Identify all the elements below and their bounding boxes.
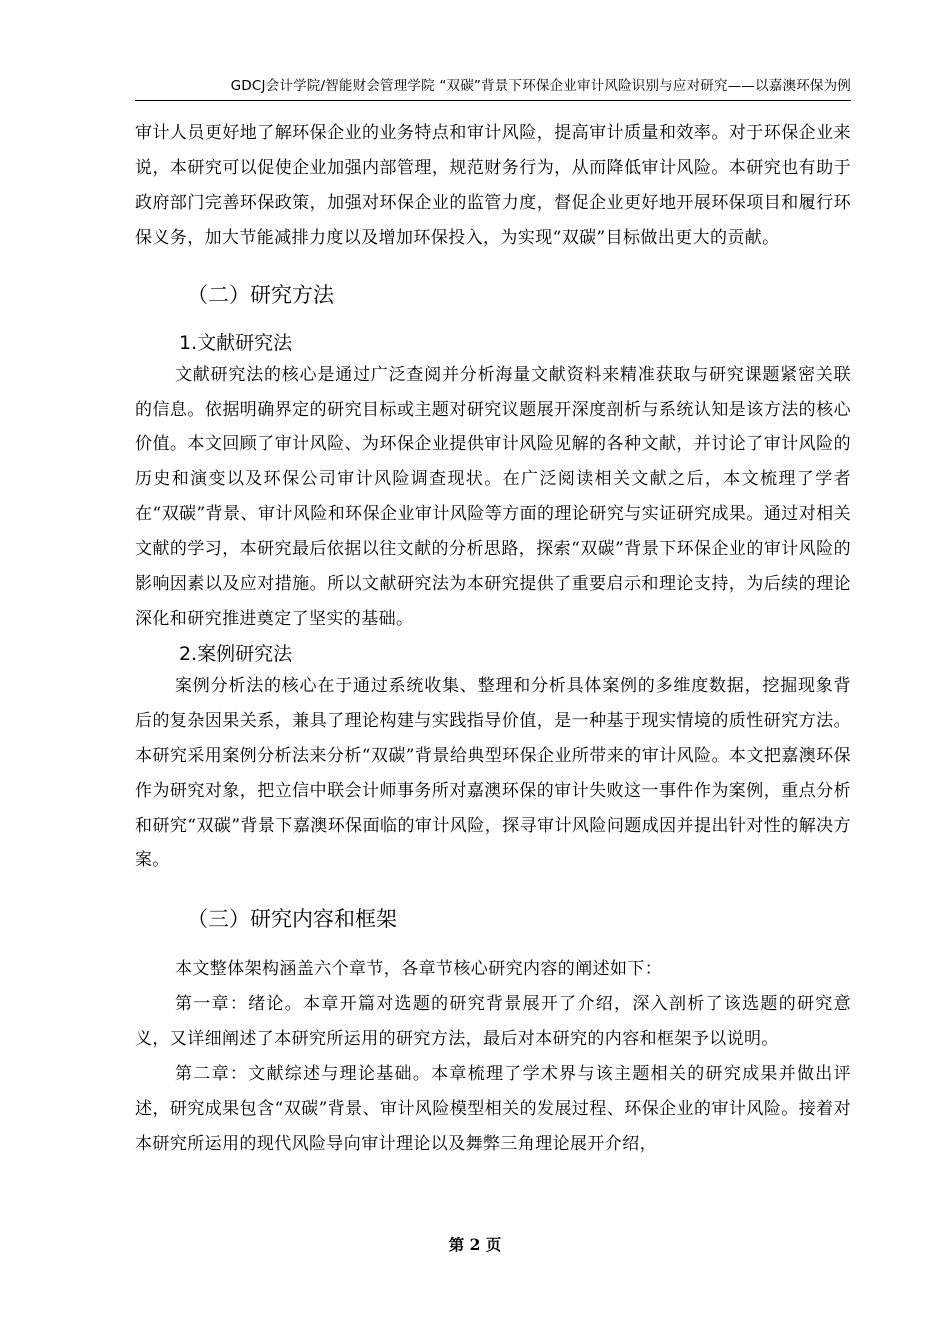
subheading-case-method: 2.案例研究法 xyxy=(179,642,293,665)
section-heading-research-methods: （二）研究方法 xyxy=(187,282,334,307)
literature-method-paragraph: 文献研究法的核心是通过广泛查阅并分析海量文献资料来精准获取与研究课题紧密关联的信息。依据明确界定的研究目标或主题对研究议题展开深度剖析与系统认知是该方法的核心价值。本文回顾了审计风险、为环保企业提供审计风险见解的各种文献，并讨论了审计风险的历史和演变以及环保公司审计风险调查现状。在广泛阅读相关文献之后，本文梳理了学者在“双碳”背景、审计风险和环保企业审计风险等方面的理论研究与实证研究成果。通过对相关文献的学习，本研究最后依据以往文献的分析思路，探索“双碳”背景下环保企业的审计风险的影响因素以及应对措施。所以文献研究法为本研究提供了重要启示和理论支持，为后续的理论深化和研究推进奠定了坚实的基础。 xyxy=(135,364,851,629)
running-header: GDCJ会计学院/智能财会管理学院 “双碳”背景下环保企业审计风险识别与应对研究——以嘉澳环保为例 xyxy=(230,78,851,94)
section-heading-content-framework: （三）研究内容和框架 xyxy=(187,907,397,932)
framework-overview-paragraph: 本文整体架构涵盖六个章节，各章节核心研究内容的阐述如下： xyxy=(175,959,663,980)
subheading-literature-method: 1.文献研究法 xyxy=(179,331,293,354)
header-rule xyxy=(135,100,851,101)
page-number: 第 2 页 xyxy=(448,1235,502,1254)
intro-continuation-paragraph: 审计人员更好地了解环保企业的业务特点和审计风险，提高审计质量和效率。对于环保企业来说，本研究可以促使企业加强内部管理，规范财务行为，从而降低审计风险。本研究也有助于政府部门完善环保政策，加强对环保企业的监管力度，督促企业更好地开展环保项目和履行环保义务，加大节能减排力度以及增加环保投入，为实现“双碳”目标做出更大的贡献。 xyxy=(135,123,851,248)
chapter-2-paragraph: 第二章：文献综述与理论基础。本章梳理了学术界与该主题相关的研究成果并做出评述，研究成果包含“双碳”背景、审计风险模型相关的发展过程、环保企业的审计风险。接着对本研究所运用的现代风险导向审计理论以及舞弊三角理论展开介绍， xyxy=(135,1064,851,1154)
case-method-paragraph: 案例分析法的核心在于通过系统收集、整理和分析具体案例的多维度数据，挖掘现象背后的复杂因果关系，兼具了理论构建与实践指导价值，是一种基于现实情境的质性研究方法。本研究采用案例分析法来分析“双碳”背景给典型环保企业所带来的审计风险。本文把嘉澳环保作为研究对象，把立信中联会计师事务所对嘉澳环保的审计失败这一事件作为案例，重点分析和研究“双碳”背景下嘉澳环保面临的审计风险，探寻审计风险问题成因并提出针对性的解决方案。 xyxy=(135,675,851,871)
page-body xyxy=(135,116,851,1162)
chapter-1-paragraph: 第一章：绪论。本章开篇对选题的研究背景展开了介绍，深入剖析了该选题的研究意义，又详细阐述了本研究所运用的研究方法，最后对本研究的内容和框架予以说明。 xyxy=(135,994,851,1050)
